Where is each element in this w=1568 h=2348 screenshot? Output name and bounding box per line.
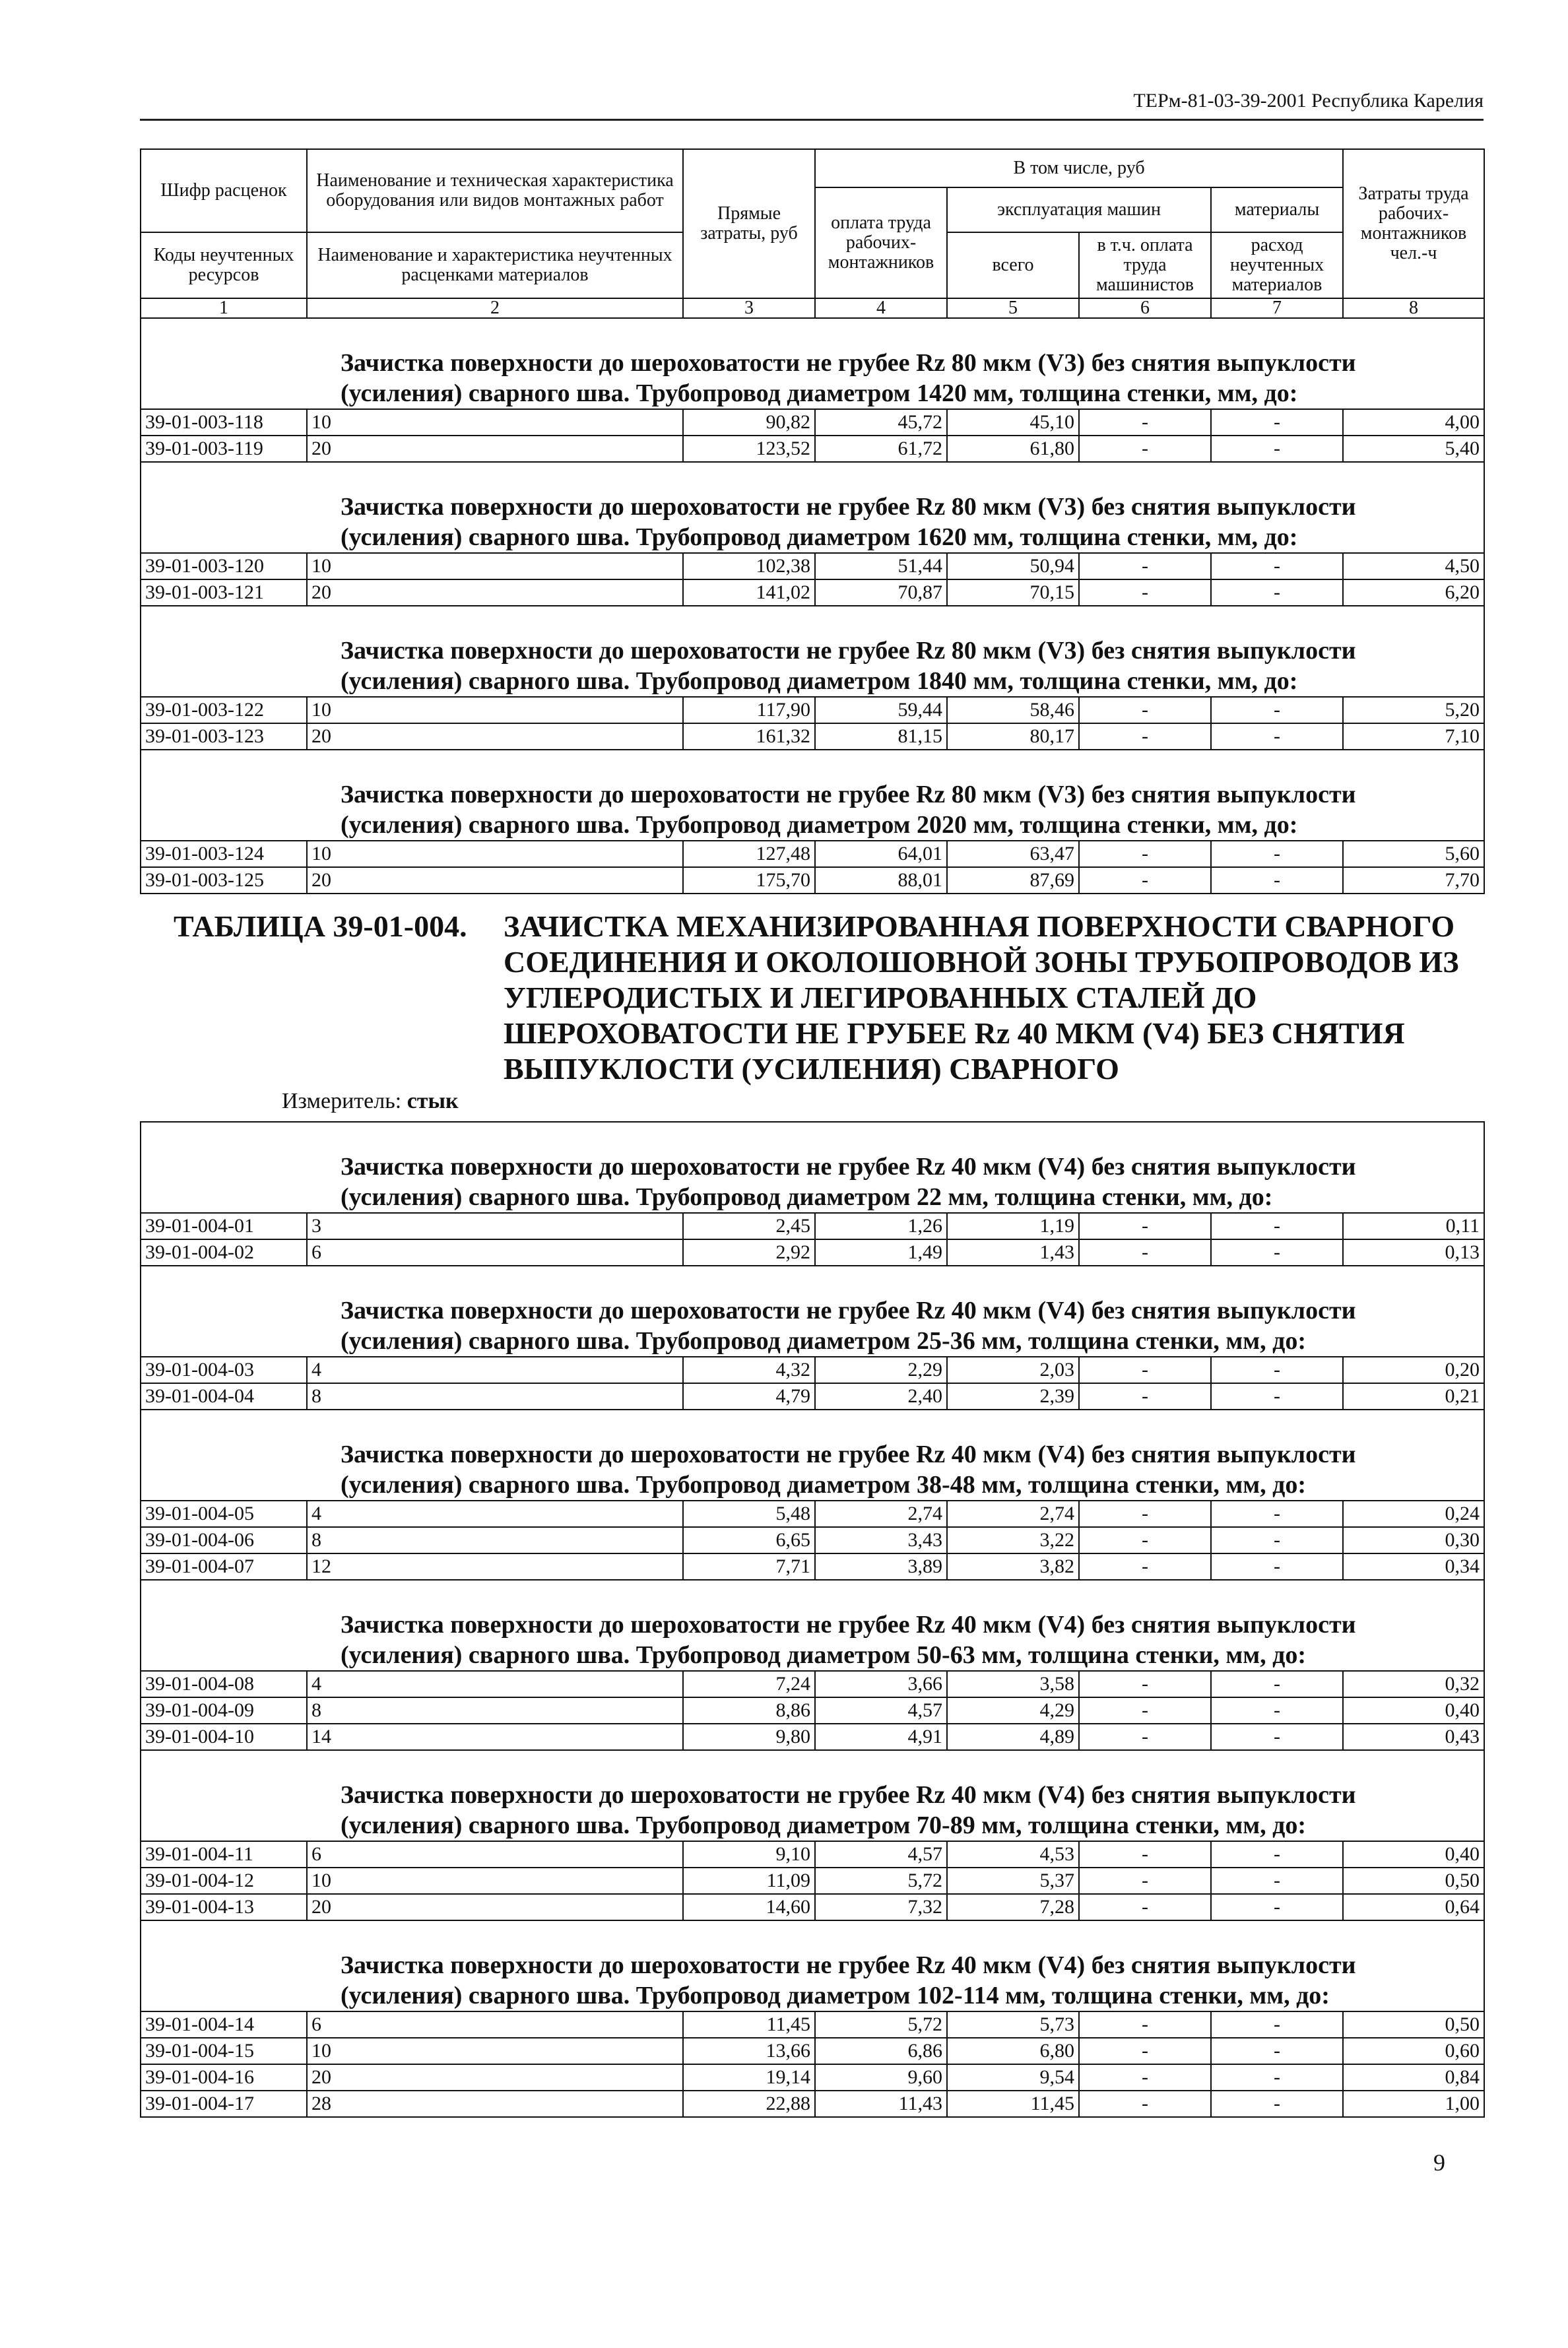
col-number: 1: [141, 298, 307, 318]
wages-cell: 4,91: [815, 1724, 947, 1750]
direct-costs-cell: 102,38: [683, 553, 815, 579]
wages-cell: 9,60: [815, 2064, 947, 2091]
table-row: [141, 1841, 1484, 1868]
direct-costs-cell: 123,52: [683, 436, 815, 462]
material-usage-cell: -: [1211, 1239, 1343, 1266]
rate-code-cell: 39-01-004-03: [141, 1357, 307, 1383]
wall-thickness-cell: 20: [307, 436, 683, 462]
direct-costs-cell: 90,82: [683, 409, 815, 436]
wall-thickness-cell: 6: [307, 2011, 683, 2038]
wages-cell: 2,29: [815, 1357, 947, 1383]
machines-total-cell: 58,46: [947, 697, 1079, 723]
machines-total-cell: 70,15: [947, 579, 1079, 606]
direct-costs-cell: 11,45: [683, 2011, 815, 2038]
material-usage-cell: -: [1211, 697, 1343, 723]
wages-cell: 3,43: [815, 1527, 947, 1553]
table-row: [141, 436, 1484, 462]
section-title: Зачистка поверхности до шероховатости не грубее Rz 40 мкм (V4) без снятия выпуклости (усиления) сварного шва. Трубопровод диаметром 102-114 мм, толщина стенки, мм, до:: [141, 1920, 1484, 2011]
header-including: В том числе, руб: [815, 149, 1343, 187]
machinist-wages-cell: -: [1079, 723, 1211, 750]
labor-hours-cell: 0,11: [1343, 1213, 1484, 1239]
material-usage-cell: -: [1211, 1841, 1343, 1868]
machinist-wages-cell: -: [1079, 1553, 1211, 1580]
wages-cell: 59,44: [815, 697, 947, 723]
section-title-row: [141, 606, 1484, 697]
rate-code-cell: 39-01-003-120: [141, 553, 307, 579]
header-number-row: [141, 298, 1484, 318]
rate-code-cell: 39-01-004-06: [141, 1527, 307, 1553]
section-title: Зачистка поверхности до шероховатости не грубее Rz 80 мкм (V3) без снятия выпуклости (усиления) сварного шва. Трубопровод диаметром 2020 мм, толщина стенки, мм, до:: [141, 750, 1484, 841]
wall-thickness-cell: 10: [307, 1868, 683, 1894]
table-row: [141, 1527, 1484, 1553]
labor-hours-cell: 4,50: [1343, 553, 1484, 579]
col-number: 4: [815, 298, 947, 318]
rate-code-cell: 39-01-004-14: [141, 2011, 307, 2038]
wall-thickness-cell: 6: [307, 1841, 683, 1868]
col-number: 8: [1343, 298, 1484, 318]
machinist-wages-cell: -: [1079, 1501, 1211, 1527]
section-title-row: [141, 462, 1484, 553]
material-usage-cell: -: [1211, 1868, 1343, 1894]
rate-code-cell: 39-01-004-16: [141, 2064, 307, 2091]
rate-code-cell: 39-01-004-09: [141, 1697, 307, 1724]
rate-code-cell: 39-01-004-04: [141, 1383, 307, 1410]
machines-total-cell: 7,28: [947, 1894, 1079, 1920]
machinist-wages-cell: -: [1079, 697, 1211, 723]
section-title-row: [141, 318, 1484, 409]
direct-costs-cell: 4,32: [683, 1357, 815, 1383]
direct-costs-cell: 14,60: [683, 1894, 815, 1920]
table-body-part-a: [141, 318, 1484, 894]
machinist-wages-cell: -: [1079, 553, 1211, 579]
machinist-wages-cell: -: [1079, 2064, 1211, 2091]
table-row: [141, 1553, 1484, 1580]
material-usage-cell: -: [1211, 841, 1343, 867]
machines-total-cell: 50,94: [947, 553, 1079, 579]
wages-cell: 45,72: [815, 409, 947, 436]
material-usage-cell: -: [1211, 409, 1343, 436]
material-usage-cell: -: [1211, 1894, 1343, 1920]
wall-thickness-cell: 20: [307, 1894, 683, 1920]
labor-hours-cell: 0,13: [1343, 1239, 1484, 1266]
labor-hours-cell: 0,32: [1343, 1671, 1484, 1697]
machines-total-cell: 2,39: [947, 1383, 1079, 1410]
table-row: [141, 579, 1484, 606]
wages-cell: 70,87: [815, 579, 947, 606]
machines-total-cell: 63,47: [947, 841, 1079, 867]
section-title: Зачистка поверхности до шероховатости не грубее Rz 40 мкм (V4) без снятия выпуклости (усиления) сварного шва. Трубопровод диаметром 50-63 мм, толщина стенки, мм, до:: [141, 1580, 1484, 1671]
direct-costs-cell: 7,71: [683, 1553, 815, 1580]
labor-hours-cell: 0,50: [1343, 1868, 1484, 1894]
machines-total-cell: 1,43: [947, 1239, 1079, 1266]
header-code-top: Шифр расценок: [141, 149, 307, 232]
rate-code-cell: 39-01-003-122: [141, 697, 307, 723]
material-usage-cell: -: [1211, 553, 1343, 579]
machinist-wages-cell: -: [1079, 2038, 1211, 2064]
material-usage-cell: -: [1211, 2064, 1343, 2091]
table-row: [141, 697, 1484, 723]
rate-code-cell: 39-01-004-15: [141, 2038, 307, 2064]
table-row: [141, 2011, 1484, 2038]
direct-costs-cell: 161,32: [683, 723, 815, 750]
material-usage-cell: -: [1211, 867, 1343, 894]
header-materials: материалы: [1211, 187, 1343, 232]
labor-hours-cell: 7,70: [1343, 867, 1484, 894]
labor-hours-cell: 0,43: [1343, 1724, 1484, 1750]
material-usage-cell: -: [1211, 723, 1343, 750]
machines-total-cell: 4,89: [947, 1724, 1079, 1750]
machines-total-cell: 87,69: [947, 867, 1079, 894]
labor-hours-cell: 4,00: [1343, 409, 1484, 436]
table-number: ТАБЛИЦА 39-01-004.: [174, 909, 467, 943]
rate-code-cell: 39-01-003-125: [141, 867, 307, 894]
material-usage-cell: -: [1211, 436, 1343, 462]
table-row: [141, 1501, 1484, 1527]
machinist-wages-cell: -: [1079, 1724, 1211, 1750]
wages-cell: 88,01: [815, 867, 947, 894]
machines-total-cell: 9,54: [947, 2064, 1079, 2091]
material-usage-cell: -: [1211, 2038, 1343, 2064]
section-title-row: [141, 1750, 1484, 1841]
wall-thickness-cell: 28: [307, 2091, 683, 2117]
page-number: 9: [1433, 2149, 1445, 2176]
wages-cell: 4,57: [815, 1697, 947, 1724]
wall-thickness-cell: 10: [307, 841, 683, 867]
table-39-01-004-heading: [141, 894, 1484, 1122]
wages-cell: 51,44: [815, 553, 947, 579]
section-title: Зачистка поверхности до шероховатости не грубее Rz 80 мкм (V3) без снятия выпуклости (усиления) сварного шва. Трубопровод диаметром 1840 мм, толщина стенки, мм, до:: [141, 606, 1484, 697]
rate-code-cell: 39-01-004-17: [141, 2091, 307, 2117]
rate-code-cell: 39-01-004-05: [141, 1501, 307, 1527]
rates-table-wrapper: [140, 148, 1484, 2118]
rate-code-cell: 39-01-004-13: [141, 1894, 307, 1920]
machines-total-cell: 4,53: [947, 1841, 1079, 1868]
direct-costs-cell: 175,70: [683, 867, 815, 894]
wages-cell: 1,26: [815, 1213, 947, 1239]
table-body-part-b: [141, 1122, 1484, 2117]
header-name-top: Наименование и техническая характеристика оборудования или видов монтажных работ: [307, 149, 683, 232]
machinist-wages-cell: -: [1079, 1213, 1211, 1239]
wall-thickness-cell: 20: [307, 2064, 683, 2091]
measure-value: стык: [407, 1089, 459, 1113]
direct-costs-cell: 2,45: [683, 1213, 815, 1239]
wall-thickness-cell: 8: [307, 1383, 683, 1410]
labor-hours-cell: 0,64: [1343, 1894, 1484, 1920]
direct-costs-cell: 4,79: [683, 1383, 815, 1410]
rate-code-cell: 39-01-003-123: [141, 723, 307, 750]
wages-cell: 7,32: [815, 1894, 947, 1920]
labor-hours-cell: 0,84: [1343, 2064, 1484, 2091]
section-title: Зачистка поверхности до шероховатости не грубее Rz 80 мкм (V3) без снятия выпуклости (усиления) сварного шва. Трубопровод диаметром 1420 мм, толщина стенки, мм, до:: [141, 318, 1484, 409]
wall-thickness-cell: 6: [307, 1239, 683, 1266]
wall-thickness-cell: 20: [307, 867, 683, 894]
machines-total-cell: 45,10: [947, 409, 1079, 436]
table-row: [141, 1213, 1484, 1239]
col-number: 7: [1211, 298, 1343, 318]
rate-code-cell: 39-01-004-12: [141, 1868, 307, 1894]
wages-cell: 3,66: [815, 1671, 947, 1697]
material-usage-cell: -: [1211, 1553, 1343, 1580]
machines-total-cell: 61,80: [947, 436, 1079, 462]
wages-cell: 3,89: [815, 1553, 947, 1580]
header-labor-costs: Затраты труда рабочих-монтажников чел.-ч: [1343, 149, 1484, 298]
machinist-wages-cell: -: [1079, 2011, 1211, 2038]
wages-cell: 2,74: [815, 1501, 947, 1527]
machines-total-cell: 6,80: [947, 2038, 1079, 2064]
header-material-usage: расход неучтенных материалов: [1211, 232, 1343, 298]
machinist-wages-cell: -: [1079, 1868, 1211, 1894]
direct-costs-cell: 117,90: [683, 697, 815, 723]
measure-label: Измеритель:: [282, 1089, 402, 1113]
table-row: [141, 2091, 1484, 2117]
material-usage-cell: -: [1211, 1671, 1343, 1697]
header-machines-total: всего: [947, 232, 1079, 298]
labor-hours-cell: 1,00: [1343, 2091, 1484, 2117]
material-usage-cell: -: [1211, 1527, 1343, 1553]
rate-code-cell: 39-01-003-118: [141, 409, 307, 436]
section-title-row: [141, 1410, 1484, 1501]
section-title: Зачистка поверхности до шероховатости не грубее Rz 40 мкм (V4) без снятия выпуклости (усиления) сварного шва. Трубопровод диаметром 25-36 мм, толщина стенки, мм, до:: [141, 1266, 1484, 1357]
direct-costs-cell: 8,86: [683, 1697, 815, 1724]
header-direct-costs: Прямые затраты, руб: [683, 149, 815, 298]
wages-cell: 64,01: [815, 841, 947, 867]
section-title: Зачистка поверхности до шероховатости не грубее Rz 40 мкм (V4) без снятия выпуклости (усиления) сварного шва. Трубопровод диаметром 38-48 мм, толщина стенки, мм, до:: [141, 1410, 1484, 1501]
wall-thickness-cell: 20: [307, 579, 683, 606]
direct-costs-cell: 13,66: [683, 2038, 815, 2064]
wall-thickness-cell: 4: [307, 1671, 683, 1697]
rate-code-cell: 39-01-004-08: [141, 1671, 307, 1697]
machinist-wages-cell: -: [1079, 1239, 1211, 1266]
labor-hours-cell: 0,21: [1343, 1383, 1484, 1410]
wall-thickness-cell: 8: [307, 1527, 683, 1553]
wall-thickness-cell: 12: [307, 1553, 683, 1580]
header-machines: эксплуатация машин: [947, 187, 1211, 232]
header-wages: оплата труда рабочих-монтажников: [815, 187, 947, 298]
labor-hours-cell: 0,40: [1343, 1697, 1484, 1724]
wages-cell: 11,43: [815, 2091, 947, 2117]
machines-total-cell: 5,73: [947, 2011, 1079, 2038]
table-row: [141, 1868, 1484, 1894]
labor-hours-cell: 0,40: [1343, 1841, 1484, 1868]
table-row: [141, 867, 1484, 894]
col-number: 5: [947, 298, 1079, 318]
machinist-wages-cell: -: [1079, 1697, 1211, 1724]
rate-code-cell: 39-01-003-121: [141, 579, 307, 606]
labor-hours-cell: 5,20: [1343, 697, 1484, 723]
table-title: ЗАЧИСТКА МЕХАНИЗИРОВАННАЯ ПОВЕРХНОСТИ СВАРНОГО СОЕДИНЕНИЯ И ОКОЛОШОВНОЙ ЗОНЫ ТРУБОПРОВОДОВ ИЗ УГЛЕРОДИСТЫХ И ЛЕГИРОВАННЫХ СТАЛЕЙ ДО ШЕРОХОВАТОСТИ НЕ ГРУБЕЕ Rz 40 МКМ (V4) БЕЗ СНЯТИЯ ВЫПУКЛОСТИ (УСИЛЕНИЯ) СВАРНОГО: [504, 909, 1459, 1086]
material-usage-cell: -: [1211, 1724, 1343, 1750]
direct-costs-cell: 127,48: [683, 841, 815, 867]
running-head: ТЕРм-81-03-39-2001 Республика Карелия: [1133, 90, 1484, 112]
labor-hours-cell: 0,24: [1343, 1501, 1484, 1527]
wall-thickness-cell: 10: [307, 553, 683, 579]
table-row: [141, 2064, 1484, 2091]
table-row: [141, 723, 1484, 750]
wages-cell: 61,72: [815, 436, 947, 462]
labor-hours-cell: 0,60: [1343, 2038, 1484, 2064]
labor-hours-cell: 7,10: [1343, 723, 1484, 750]
rate-code-cell: 39-01-004-10: [141, 1724, 307, 1750]
wall-thickness-cell: 20: [307, 723, 683, 750]
table-row: [141, 553, 1484, 579]
direct-costs-cell: 11,09: [683, 1868, 815, 1894]
rate-code-cell: 39-01-004-11: [141, 1841, 307, 1868]
machinist-wages-cell: -: [1079, 579, 1211, 606]
header-name-bottom: Наименование и характеристика неучтенных расценками материалов: [307, 232, 683, 298]
direct-costs-cell: 5,48: [683, 1501, 815, 1527]
labor-hours-cell: 6,20: [1343, 579, 1484, 606]
section-title-row: [141, 1122, 1484, 1213]
machines-total-cell: 4,29: [947, 1697, 1079, 1724]
machinist-wages-cell: -: [1079, 1671, 1211, 1697]
material-usage-cell: -: [1211, 1501, 1343, 1527]
direct-costs-cell: 6,65: [683, 1527, 815, 1553]
direct-costs-cell: 9,10: [683, 1841, 815, 1868]
direct-costs-cell: 2,92: [683, 1239, 815, 1266]
wall-thickness-cell: 3: [307, 1213, 683, 1239]
wages-cell: 2,40: [815, 1383, 947, 1410]
header-code-bottom: Коды неучтенных ресурсов: [141, 232, 307, 298]
machines-total-cell: 2,74: [947, 1501, 1079, 1527]
section-title-row: [141, 1266, 1484, 1357]
machines-total-cell: 3,58: [947, 1671, 1079, 1697]
machinist-wages-cell: -: [1079, 436, 1211, 462]
col-number: 6: [1079, 298, 1211, 318]
machinist-wages-cell: -: [1079, 2091, 1211, 2117]
machinist-wages-cell: -: [1079, 1527, 1211, 1553]
direct-costs-cell: 141,02: [683, 579, 815, 606]
machinist-wages-cell: -: [1079, 1357, 1211, 1383]
wages-cell: 81,15: [815, 723, 947, 750]
direct-costs-cell: 7,24: [683, 1671, 815, 1697]
material-usage-cell: -: [1211, 1697, 1343, 1724]
table-row: [141, 1671, 1484, 1697]
col-number: 3: [683, 298, 815, 318]
wages-cell: 1,49: [815, 1239, 947, 1266]
labor-hours-cell: 5,40: [1343, 436, 1484, 462]
labor-hours-cell: 0,30: [1343, 1527, 1484, 1553]
machines-total-cell: 3,82: [947, 1553, 1079, 1580]
material-usage-cell: -: [1211, 1357, 1343, 1383]
section-title-row: [141, 1920, 1484, 2011]
material-usage-cell: -: [1211, 2091, 1343, 2117]
rate-code-cell: 39-01-003-124: [141, 841, 307, 867]
table-header: [141, 149, 1484, 318]
table-row: [141, 1697, 1484, 1724]
wages-cell: 5,72: [815, 1868, 947, 1894]
machines-total-cell: 3,22: [947, 1527, 1079, 1553]
machinist-wages-cell: -: [1079, 841, 1211, 867]
section-title: Зачистка поверхности до шероховатости не грубее Rz 40 мкм (V4) без снятия выпуклости (усиления) сварного шва. Трубопровод диаметром 22 мм, толщина стенки, мм, до:: [141, 1122, 1484, 1213]
table-row: [141, 1724, 1484, 1750]
col-number: 2: [307, 298, 683, 318]
section-title: Зачистка поверхности до шероховатости не грубее Rz 40 мкм (V4) без снятия выпуклости (усиления) сварного шва. Трубопровод диаметром 70-89 мм, толщина стенки, мм, до:: [141, 1750, 1484, 1841]
labor-hours-cell: 0,50: [1343, 2011, 1484, 2038]
machinist-wages-cell: -: [1079, 1894, 1211, 1920]
direct-costs-cell: 19,14: [683, 2064, 815, 2091]
labor-hours-cell: 0,20: [1343, 1357, 1484, 1383]
rates-table: [140, 148, 1485, 2118]
table-row: [141, 1357, 1484, 1383]
header-machinist-wages: в т.ч. оплата труда машинистов: [1079, 232, 1211, 298]
rate-code-cell: 39-01-004-02: [141, 1239, 307, 1266]
material-usage-cell: -: [1211, 1383, 1343, 1410]
table-row: [141, 841, 1484, 867]
material-usage-cell: -: [1211, 579, 1343, 606]
wall-thickness-cell: 8: [307, 1697, 683, 1724]
machinist-wages-cell: -: [1079, 1383, 1211, 1410]
labor-hours-cell: 0,34: [1343, 1553, 1484, 1580]
direct-costs-cell: 9,80: [683, 1724, 815, 1750]
labor-hours-cell: 5,60: [1343, 841, 1484, 867]
wall-thickness-cell: 10: [307, 2038, 683, 2064]
section-title-row: [141, 750, 1484, 841]
wages-cell: 5,72: [815, 2011, 947, 2038]
wall-thickness-cell: 10: [307, 697, 683, 723]
section-title-row: [141, 1580, 1484, 1671]
machines-total-cell: 11,45: [947, 2091, 1079, 2117]
machinist-wages-cell: -: [1079, 409, 1211, 436]
machines-total-cell: 80,17: [947, 723, 1079, 750]
table-row: [141, 1239, 1484, 1266]
wall-thickness-cell: 4: [307, 1501, 683, 1527]
machinist-wages-cell: -: [1079, 1841, 1211, 1868]
machines-total-cell: 5,37: [947, 1868, 1079, 1894]
machines-total-cell: 1,19: [947, 1213, 1079, 1239]
table-row: [141, 409, 1484, 436]
machinist-wages-cell: -: [1079, 867, 1211, 894]
rate-code-cell: 39-01-004-01: [141, 1213, 307, 1239]
wages-cell: 4,57: [815, 1841, 947, 1868]
table-row: [141, 1383, 1484, 1410]
section-title: Зачистка поверхности до шероховатости не грубее Rz 80 мкм (V3) без снятия выпуклости (усиления) сварного шва. Трубопровод диаметром 1620 мм, толщина стенки, мм, до:: [141, 462, 1484, 553]
direct-costs-cell: 22,88: [683, 2091, 815, 2117]
material-usage-cell: -: [1211, 1213, 1343, 1239]
material-usage-cell: -: [1211, 2011, 1343, 2038]
rate-code-cell: 39-01-004-07: [141, 1553, 307, 1580]
unit-of-measure: [141, 1087, 1484, 1116]
wall-thickness-cell: 10: [307, 409, 683, 436]
header-rule: [140, 119, 1484, 121]
table-row: [141, 1894, 1484, 1920]
table-row: [141, 2038, 1484, 2064]
wages-cell: 6,86: [815, 2038, 947, 2064]
wall-thickness-cell: 4: [307, 1357, 683, 1383]
rate-code-cell: 39-01-003-119: [141, 436, 307, 462]
machines-total-cell: 2,03: [947, 1357, 1079, 1383]
wall-thickness-cell: 14: [307, 1724, 683, 1750]
